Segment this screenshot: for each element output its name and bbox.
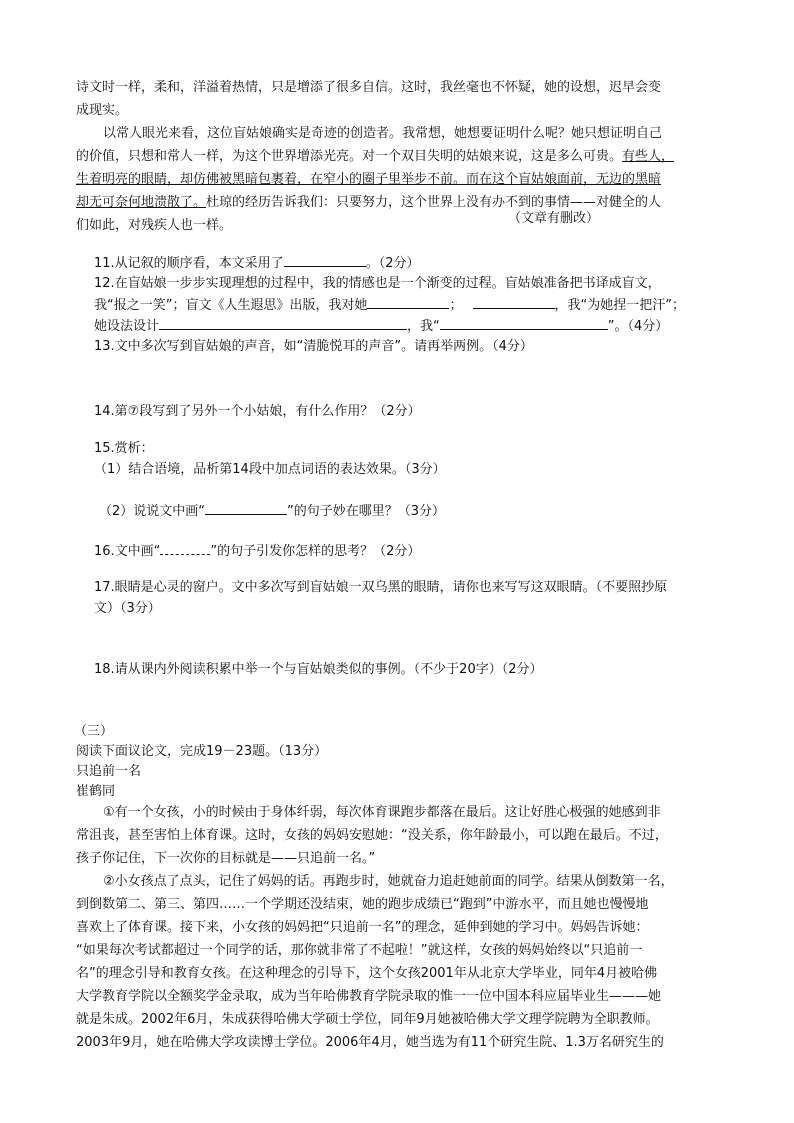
question-15-2: （2）说说文中画“ ”的句子妙在哪里？（3分） (99, 504, 446, 519)
answer-blank[interactable] (159, 317, 407, 330)
source-note: （文章有删改） (508, 211, 600, 226)
question-12: 12.在盲姑娘一步步实现理想的过程中，我的情感也是一个渐变的过程。盲姑娘准备把书译成盲文， (94, 276, 661, 291)
answer-blank[interactable] (440, 317, 608, 330)
underlined-sentence: 有些人， (622, 149, 675, 164)
answer-blank[interactable] (284, 254, 366, 267)
question-18: 18.请从课内外阅读积累中举一个与盲姑娘类似的事例。（不少于20字）（2分） (94, 662, 543, 677)
passage-line: 以常人眼光来看，这位盲姑娘确实是奇迹的创造者。我常想，她想要证明什么呢？她只想证明自己 (103, 126, 663, 141)
section-intro: 阅读下面议论文，完成19－23题。（13分） (76, 744, 328, 759)
article-line: 2003年9月，她在哈佛大学攻读博士学位。2006年4月，她当选为有11个研究生院、1.3万名研究生的 (76, 1035, 664, 1050)
question-16: 16.文中画“ ”的句子引发你怎样的思考？（2分） (94, 544, 421, 559)
answer-blank[interactable] (473, 296, 555, 309)
underlined-sentence: 生着明亮的眼睛，却仿佛被黑暗包裹着，在窄小的圈子里举步不前。而在这个盲姑娘面前，无边的黑暗 (76, 172, 662, 187)
question-17: 17.眼睛是心灵的窗户。文中多次写到盲姑娘一双乌黑的眼睛，请你也来写写这双眼睛。（不要照抄原 (94, 580, 668, 595)
question-12-line2: 我“报之一笑”；盲文《人生遐思》出版，我对她 ； ，我“为她捏一把汗”； (94, 298, 685, 313)
article-line: 名”的理念引导和教育女孩。在这种理念的引导下，这个女孩2001年从北京大学毕业，同年4月被哈佛 (76, 966, 658, 981)
answer-blank[interactable] (367, 296, 449, 309)
article-line: 孩子你记住，下一次你的目标就是——只追前一名。” (76, 851, 376, 866)
article-line: 就是朱成。2002年6月，朱成获得哈佛大学硕士学位，同年9月她被哈佛大学文理学院聘为全职教师。 (76, 1012, 659, 1027)
passage-line: 成现实。 (76, 103, 129, 118)
article-line: ①有一个女孩，小的时候由于身体纤弱，每次体育课跑步都落在最后。这让好胜心极强的她感到非 (103, 805, 661, 820)
passage-line: 的价值，只想和常人一样，为这个世界增添光亮。对一个双目失明的姑娘来说，这是多么可贵。有些人， (76, 149, 675, 164)
underlined-sentence: 却无可奈何地溃散了。 (76, 195, 207, 210)
wavy-underline-sample (160, 542, 210, 555)
article-line: 常沮丧，甚至害怕上体育课。这时，女孩的妈妈安慰她：“没关系，你年龄最小，可以跑在最后。不过， (76, 828, 668, 843)
article-line: 大学教育学院以全额奖学金录取，成为当年哈佛教育学院录取的惟一一位中国本科应届毕业生———她 (76, 989, 662, 1004)
question-11: 11.从记叙的顺序看，本文采用了 。（2分） (94, 256, 420, 271)
question-12-line3: 她设法设计 ，我“ ”。（4分） (94, 319, 669, 334)
article-author: 崔鹤同 (76, 784, 116, 799)
article-line: ②小女孩点了点头，记住了妈妈的话。再跑步时，她就奋力追赶她前面的同学。结果从倒数第一名， (103, 874, 674, 889)
question-17-line2: 文）（3分） (94, 601, 161, 616)
section-number: （三） (74, 724, 114, 739)
article-title: 只追前一名 (76, 764, 142, 779)
passage-line: 诗文时一样，柔和，洋溢着热情，只是增添了很多自信。这时，我丝毫也不怀疑，她的设想，迟早会变 (76, 80, 662, 95)
question-13: 13.文中多次写到盲姑娘的声音，如“清脆悦耳的声音”。请再举两例。（4分） (94, 339, 533, 354)
passage-line: 们如此，对残疾人也一样。 (76, 218, 233, 233)
question-15: 15.赏析： (94, 441, 154, 456)
underline-sample (205, 502, 287, 515)
question-15-1: （1）结合语境，品析第14段中加点词语的表达效果。（3分） (94, 462, 446, 477)
article-line: 喜欢上了体育课。接下来，小女孩的妈妈把“只追前一名”的理念，延伸到她的学习中。妈妈告诉她： (76, 920, 649, 935)
passage-line: 却无可奈何地溃散了。杜琼的经历告诉我们：只要努力，这个世界上没有办不到的事情——对健全的人 (76, 195, 662, 210)
article-line: “如果每次考试都超过一个同学的话，那你就非常了不起啦！”就这样，女孩的妈妈始终以“只追前一 (76, 943, 643, 958)
question-14: 14.第⑦段写到了另外一个小姑娘，有什么作用？（2分） (94, 404, 421, 419)
article-line: 到倒数第二、第三、第四……一个学期还没结束，她的跑步成绩已“跑到”中游水平，而且她也慢慢地 (76, 897, 649, 912)
